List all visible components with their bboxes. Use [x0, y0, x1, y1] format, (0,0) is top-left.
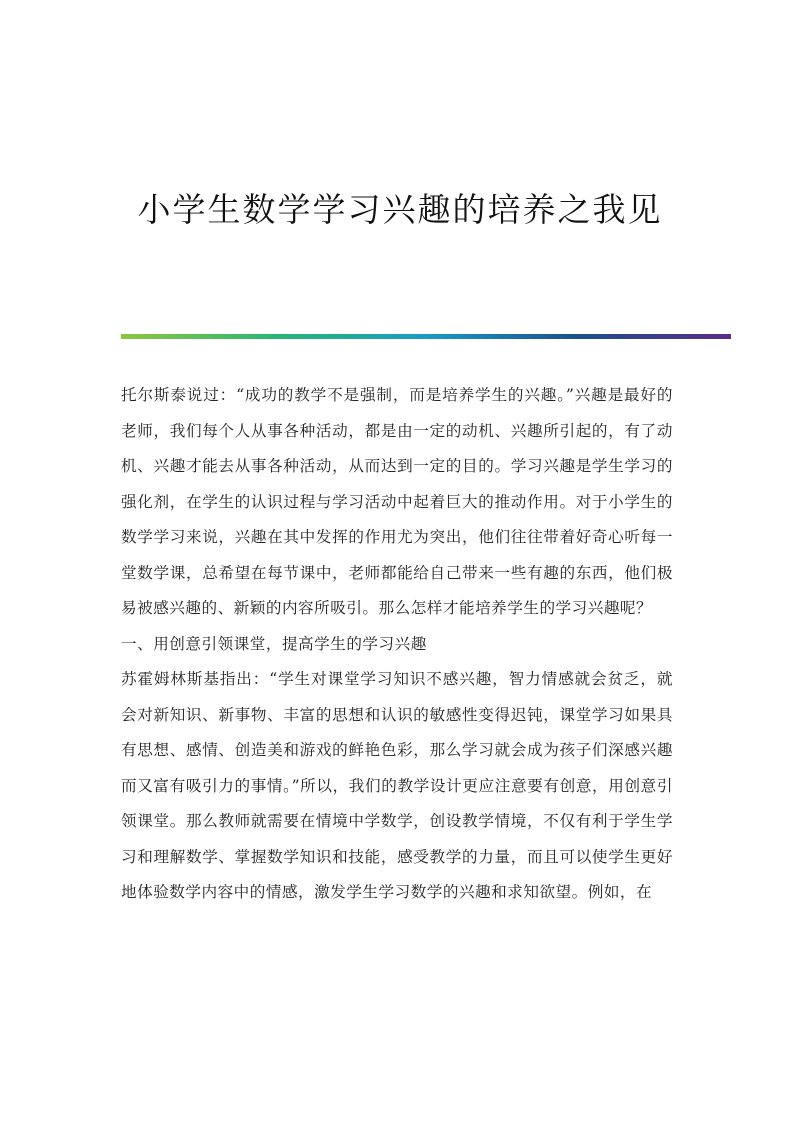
- paragraph-section-one: 苏霍姆林斯基指出：“学生对课堂学习知识不感兴趣，智力情感就会贫乏，就会对新知识、新事物、丰富的思想和认识的敏感性变得迟钝，课堂学习如果具有思想、感情、创造美和游戏的鲜艳色彩，那么学习就会成为孩子们深感兴趣而又富有吸引力的事情。”所以，我们的教学设计更应注意要有创意，用创意引领课堂。那么教师就需要在情境中学数学，创设教学情境，不仅有利于学生学习和理解数学、掌握数学知识和技能，感受教学的力量，而且可以使学生更好地体验数学内容中的情感，激发学生学习数学的兴趣和求知欲望。例如，在: [121, 670, 673, 901]
- paragraph-intro: 托尔斯泰说过：“成功的教学不是强制，而是培养学生的兴趣。”兴趣是最好的老师，我们每个人从事各种活动，都是由一定的动机、兴趣所引起的，有了动机、兴趣才能去从事各种活动，从而达到一定的目的。学习兴趣是学生学习的强化剂，在学生的认识过程与学习活动中起着巨大的推动作用。对于小学生的数学学习来说，兴趣在其中发挥的作用尤为突出，他们往往带着好奇心听每一堂数学课，总希望在每节课中，老师都能给自己带来一些有趣的东西，他们极易被感兴趣的、新颖的内容所吸引。那么怎样才能培养学生的学习兴趣呢？: [121, 386, 673, 617]
- section-heading: 一、用创意引领课堂，提高学生的学习兴趣: [121, 634, 427, 653]
- title-divider: [121, 334, 731, 339]
- document-body: [121, 378, 673, 911]
- document-title: 小学生数学学习兴趣的培养之我见: [137, 190, 663, 229]
